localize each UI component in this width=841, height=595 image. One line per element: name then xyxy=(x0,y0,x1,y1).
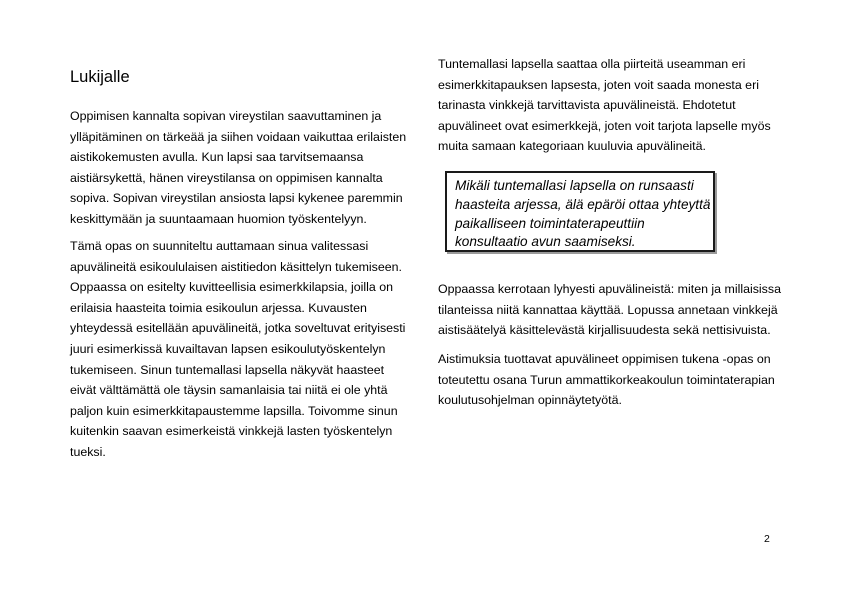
text-line: koulutusohjelman opinnäytetyötä. xyxy=(438,393,622,408)
text-line: sopiva. Sopivan vireystilan ansiosta lapsi kykenee paremmin xyxy=(70,191,403,206)
text-line: apuvälineet ovat esimerkkejä, joten voit tarjota lapselle myös xyxy=(438,118,771,133)
callout-line: paikalliseen toimintaterapeuttiin xyxy=(455,215,645,231)
page-number: 2 xyxy=(764,533,770,545)
text-line: tarinasta vinkkejä tarvittavista apuvälineistä. Ehdotetut xyxy=(438,98,736,113)
text-line: muita samaan kategoriaan kuuluvia apuvälineitä. xyxy=(438,139,706,154)
text-line: aistiärsykettä, hänen vireystilansa on oppimisen kannalta xyxy=(70,170,383,185)
text-line: tilanteissa niitä kannattaa käyttää. Lopussa annetaan vinkkejä xyxy=(438,302,778,317)
text-line: kuitenkin saavan esimerkeistä vinkkejä lasten työskentelyn xyxy=(70,424,393,439)
text-line: Aistimuksia tuottavat apuvälineet oppimisen tukena -opas on xyxy=(438,352,771,366)
text-line: paljon kuin esimerkkitapaustemme lapsilla. Toivomme sinun xyxy=(70,403,398,418)
text-line: Oppaassa kerrotaan lyhyesti apuvälineistä: miten ja millaisissa xyxy=(438,282,781,296)
callout-line: konsultaatio avun saamiseksi. xyxy=(455,234,636,250)
text-line: aistikokemusten avulla. Kun lapsi saa tarvitsemaansa xyxy=(70,150,364,165)
text-line: ylläpitäminen on tärkeää ja siihen voidaan vaikuttaa erilaisten xyxy=(70,129,407,144)
callout-text xyxy=(455,177,713,252)
text-line: yhteydessä esitellään apuvälineitä, jotka soveltuvat erityisesti xyxy=(70,321,406,336)
callout-box xyxy=(445,171,715,252)
callout-line: Mikäli tuntemallasi lapsella on runsaasti xyxy=(455,178,694,193)
text-line: Tämä opas on suunniteltu auttamaan sinua valitessasi xyxy=(70,239,369,253)
guide-description-paragraph xyxy=(70,236,405,463)
text-line: Oppimisen kannalta sopivan vireystilan saavuttaminen ja xyxy=(70,109,382,123)
text-line: Oppaassa on esitelty kuvitteellisia esimerkkilapsia, joilla on xyxy=(70,280,393,295)
text-line: eivät välttämättä ole täysin samanlaisia tai niitä ei ole yhtä xyxy=(70,383,388,398)
page-title: Lukijalle xyxy=(70,68,130,86)
text-line: keskittymään ja suuntaamaan huomion työskentelyyn. xyxy=(70,211,367,226)
text-line: apuvälineitä esikoululaisen aistitiedon käsittelyn tukemiseen. xyxy=(70,259,402,274)
text-line: esimerkkitapauksen lapsesta, joten voit saada monesta eri xyxy=(438,77,759,92)
intro-paragraph xyxy=(70,106,406,230)
text-line: toteutettu osana Turun ammattikorkeakoulun toimintaterapian xyxy=(438,372,775,387)
text-line: aistisäätelyä käsittelevästä kirjallisuudesta sekä nettisivuista. xyxy=(438,323,771,338)
text-line: erilaisia haasteita toimia esikoulun arjessa. Kuvausten xyxy=(70,300,367,315)
contents-paragraph xyxy=(438,279,781,341)
text-line: tukemiseen. Sinun tuntemallasi lapsella näkyvät haasteet xyxy=(70,362,385,377)
thesis-note-paragraph xyxy=(438,349,775,411)
text-line: juuri esimerkissä kuvailtavan lapsen esikoulutyöskentelyn xyxy=(70,341,386,356)
text-line: Tuntemallasi lapsella saattaa olla piirteitä useamman eri xyxy=(438,57,746,71)
examples-paragraph xyxy=(438,54,771,157)
text-line: tueksi. xyxy=(70,444,106,459)
callout-line: haasteita arjessa, älä epäröi ottaa yhteyttä xyxy=(455,196,711,212)
